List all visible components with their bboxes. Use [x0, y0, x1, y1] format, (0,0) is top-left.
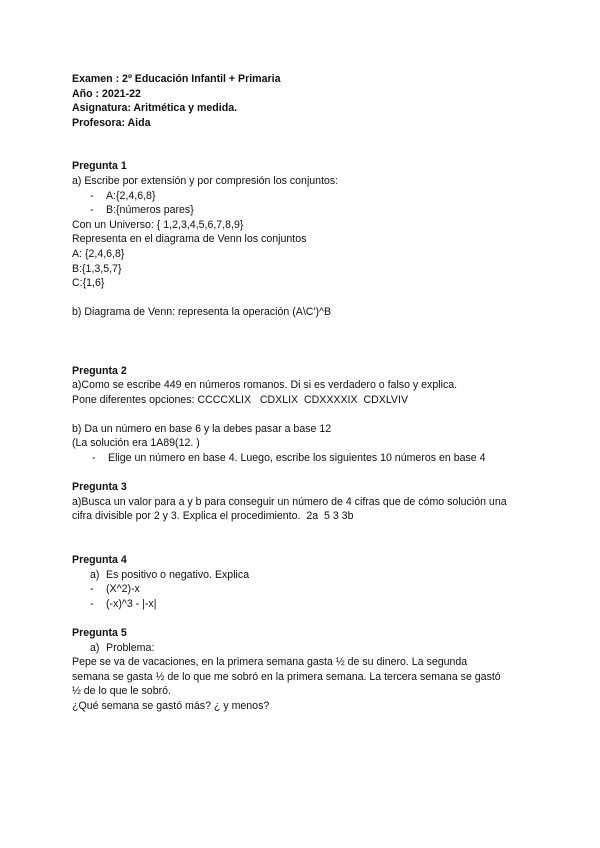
list-item-text: Es positivo o negativo. Explica — [106, 568, 250, 581]
list-item-text: A:{2,4,6,8} — [106, 189, 156, 202]
exam-title: Examen : 2º Educación Infantil + Primaria — [72, 73, 281, 85]
question-5-problem-3: ½ de lo que le sobró. — [72, 685, 171, 698]
question-2-part-a: a)Como se escribe 449 en números romanos. Di si es verdadero o falso y explica. — [72, 379, 458, 392]
question-4-part-a — [72, 568, 540, 583]
question-4-title: Pregunta 4 — [72, 554, 127, 567]
list-item — [72, 189, 540, 204]
bullet-mark: - — [90, 189, 94, 202]
list-marker: a) — [90, 641, 100, 654]
question-5-problem-2: semana se gasta ½ de lo que me sobró en la primera semana. La tercera semana se gastó — [72, 670, 501, 683]
question-3-title: Pregunta 3 — [72, 481, 127, 494]
question-1-set-a: A: {2,4,6,8} — [72, 247, 125, 260]
question-1-part-a: a) Escribe por extensión y por compresión los conjuntos: — [72, 174, 339, 187]
question-1-universe: Con un Universo: { 1,2,3,4,5,6,7,8,9} — [72, 218, 244, 231]
question-2-solution: (La solución era 1A89(12. ) — [72, 437, 200, 450]
exam-teacher: Profesora: Aida — [72, 116, 151, 129]
list-marker: a) — [90, 568, 100, 581]
list-item — [72, 203, 540, 218]
bullet-mark: - — [90, 597, 94, 610]
question-2-part-b: b) Da un número en base 6 y la debes pasar a base 12 — [72, 422, 332, 435]
list-item-text: Problema: — [106, 641, 155, 654]
question-1-title: Pregunta 1 — [72, 160, 127, 173]
list-item — [72, 582, 540, 597]
question-1-set-c: C:{1,6} — [72, 277, 105, 290]
question-1-part-b: b) Diagrama de Venn: representa la operación (A\C')^B — [72, 306, 332, 319]
question-5-title: Pregunta 5 — [72, 627, 127, 639]
question-1-set-b: B:{1,3,5,7} — [72, 262, 122, 275]
question-5-part-a — [72, 641, 540, 656]
list-item-text: B:{números pares} — [106, 204, 194, 217]
list-item-text: (-x)^3 - |-x| — [106, 597, 157, 610]
question-2-options: Pone diferentes opciones: CCCCXLIX CDXLIX CDXXXXIX CDXLVIV — [72, 393, 409, 406]
list-item — [72, 597, 540, 612]
bullet-mark: - — [90, 583, 94, 596]
question-1-venn-intro: Representa en el diagrama de Venn los conjuntos — [72, 233, 307, 246]
list-item-text: (X^2)-x — [106, 583, 140, 596]
bullet-mark: - — [90, 204, 94, 217]
bullet-mark: - — [92, 452, 96, 465]
question-3-text-1: a)Busca un valor para a y b para conseguir un número de 4 cifras que de cómo solución una — [72, 495, 507, 508]
list-item — [72, 451, 540, 466]
exam-year: Año : 2021-22 — [72, 87, 141, 100]
question-5-problem-4: ¿Qué semana se gastó más? ¿ y menos? — [72, 699, 270, 712]
exam-subject: Asignatura: Aritmética y medida. — [72, 102, 238, 115]
list-item-text: Elige un número en base 4. Luego, escribe los siguientes 10 números en base 4 — [108, 452, 486, 465]
question-3-text-2: cifra divisible por 2 y 3. Explica el procedimiento. 2a 5 3 3b — [72, 510, 354, 523]
question-5-problem-1: Pepe se va de vacaciones, en la primera semana gasta ½ de su dinero. La segunda — [72, 656, 468, 669]
question-2-title: Pregunta 2 — [72, 364, 127, 377]
